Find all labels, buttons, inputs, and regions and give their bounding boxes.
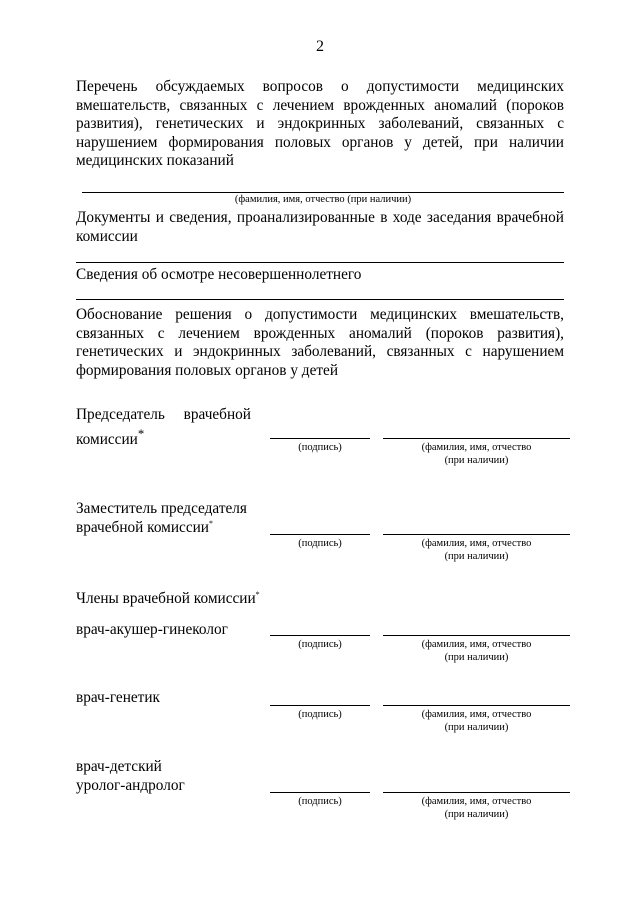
examination-line xyxy=(76,299,564,300)
member1-name-caption: (фамилия, имя, отчество (при наличии) xyxy=(421,639,532,663)
documents-paragraph: Документы и сведения, проанализированные в ходе заседания врачебной комиссии xyxy=(76,209,564,245)
deputy-name-line xyxy=(383,534,570,535)
member-obstetrician-label: врач-акушер-гинеколог xyxy=(76,621,228,638)
member-urologist-label: врач-детский уролог-андролог xyxy=(76,758,185,794)
examination-paragraph: Сведения об осмотре несовершеннолетнего xyxy=(76,266,362,283)
deputy-signature-caption: (подпись) xyxy=(298,538,342,549)
member-geneticist-label: врач-генетик xyxy=(76,689,160,706)
member2-signature-caption: (подпись) xyxy=(298,709,342,720)
member3-signature-line xyxy=(270,792,370,793)
name-caption: (фамилия, имя, отчество (при наличии) xyxy=(234,194,412,205)
member3-signature-caption: (подпись) xyxy=(298,796,342,807)
deputy-signature-line xyxy=(270,534,370,535)
member3-name-caption: (фамилия, имя, отчество (при наличии) xyxy=(421,796,532,820)
member1-name-line xyxy=(383,635,570,636)
chairman-label: Председатель врачебной комиссии* xyxy=(76,406,251,448)
chairman-signature-caption: (подпись) xyxy=(298,442,342,453)
chairman-signature-line xyxy=(270,438,370,439)
member2-name-caption: (фамилия, имя, отчество (при наличии) xyxy=(421,709,532,733)
deputy-label: Заместитель председателя врачебной комиссии* xyxy=(76,500,247,536)
page-number: 2 xyxy=(316,38,324,55)
deputy-name-caption: (фамилия, имя, отчество (при наличии) xyxy=(421,538,532,562)
member1-signature-caption: (подпись) xyxy=(298,639,342,650)
chairman-name-line xyxy=(383,438,570,439)
chairman-name-caption: (фамилия, имя, отчество (при наличии) xyxy=(421,442,532,466)
member2-name-line xyxy=(383,705,570,706)
questions-paragraph: Перечень обсуждаемых вопросов о допустимости медицинских вмешательств, связанных с лечением врожденных аномалий (пороков развития), генетических и эндокринных заболеваний, связанных с нарушением формирования половых органов у детей, при наличии медицинских показаний xyxy=(76,78,564,169)
member3-name-line xyxy=(383,792,570,793)
member1-signature-line xyxy=(270,635,370,636)
members-title: Члены врачебной комиссии* xyxy=(76,589,260,607)
documents-line xyxy=(76,262,564,263)
member2-signature-line xyxy=(270,705,370,706)
justification-paragraph: Обоснование решения о допустимости медицинских вмешательств, связанных с лечением врожденных аномалий (пороков развития), генетических и эндокринных заболеваний, связанных с нарушением формирования половых органов у детей xyxy=(76,306,564,379)
